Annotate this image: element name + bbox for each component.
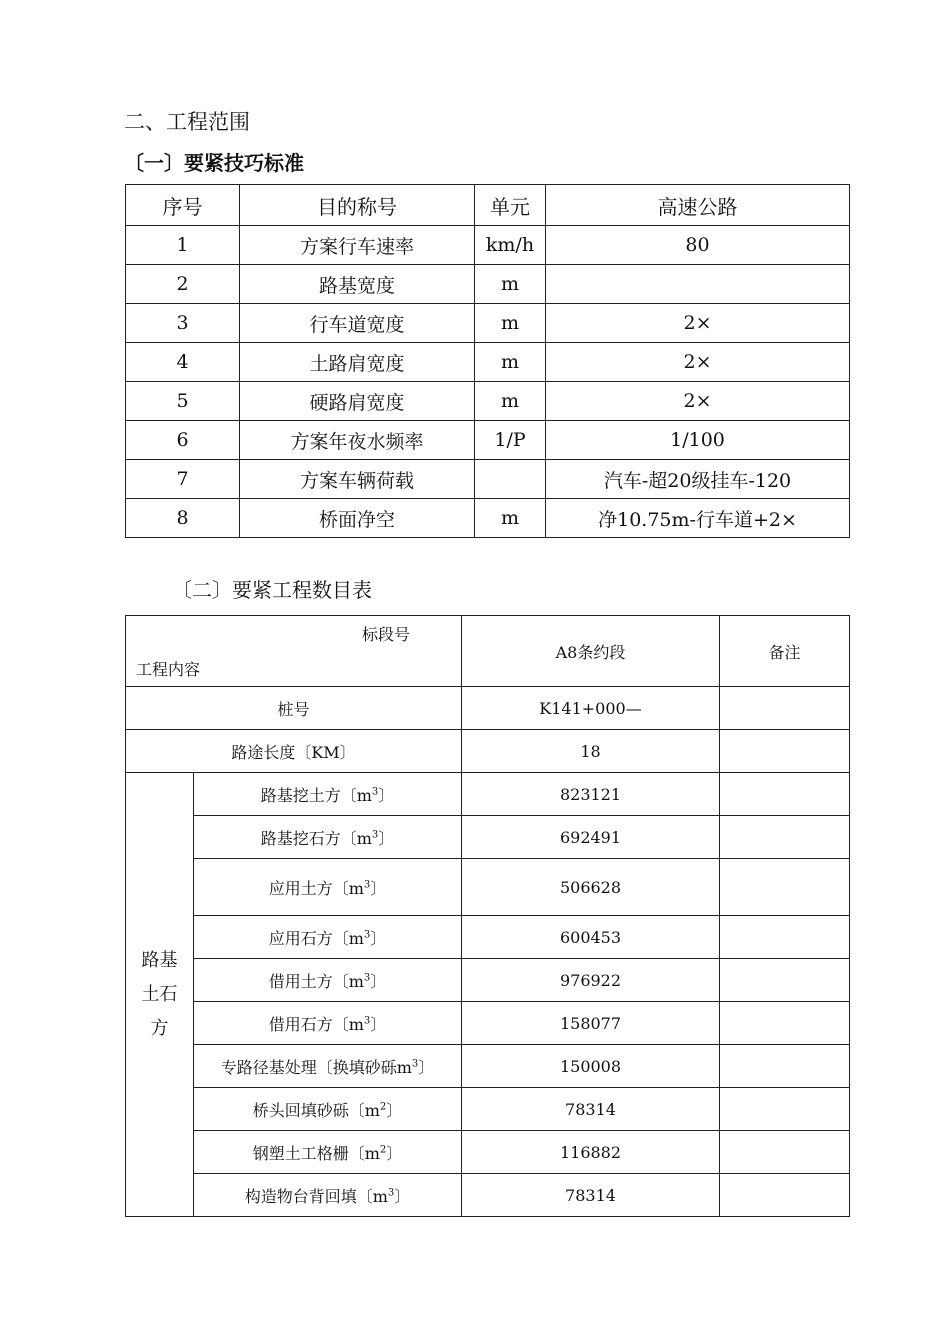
notes-cell (720, 1088, 850, 1131)
row-number: 4 (126, 343, 240, 382)
row-number: 7 (126, 460, 240, 499)
stake-label: 桩号 (126, 687, 462, 730)
highway-value: 2× (546, 304, 850, 343)
unit: m (475, 499, 546, 538)
item-name: 构造物台背回填〔$m^3$〕 (194, 1174, 462, 1217)
stake-value: K141+000— (462, 687, 720, 730)
item-value: 692491 (462, 816, 720, 859)
highway-value: 净10.75m-行车道+2× (546, 499, 850, 538)
notes-cell (720, 959, 850, 1002)
table-row (126, 460, 850, 499)
notes-cell (720, 687, 850, 730)
notes-cell (720, 1002, 850, 1045)
unit: m (475, 382, 546, 421)
highway-value: 汽车-超20级挂车-120 (546, 460, 850, 499)
highway-value (546, 265, 850, 304)
table-row (126, 1002, 850, 1045)
item-name: 桥面净空 (240, 499, 475, 538)
group-label-line: 路基 (141, 949, 178, 971)
quantities-table (125, 615, 850, 1217)
row-number: 1 (126, 226, 240, 265)
table-header-row (126, 185, 850, 226)
header-cell: 序号 (126, 185, 240, 226)
item-name: 方案行车速率 (240, 226, 475, 265)
notes-cell (720, 859, 850, 916)
item-name: 土路肩宽度 (240, 343, 475, 382)
item-value: 976922 (462, 959, 720, 1002)
item-name: 路基挖石方〔$m^3$〕 (194, 816, 462, 859)
tech-standards-table (125, 184, 850, 538)
route-length-label: 路途长度〔KM〕 (126, 730, 462, 773)
row-number: 8 (126, 499, 240, 538)
table-header-row (126, 616, 850, 687)
item-name: 借用土方〔$m^3$〕 (194, 959, 462, 1002)
table-row (126, 773, 850, 816)
notes-cell (720, 773, 850, 816)
table-row (126, 226, 850, 265)
notes-cell (720, 1174, 850, 1217)
item-value: 600453 (462, 916, 720, 959)
unit: m (475, 265, 546, 304)
item-value: 78314 (462, 1174, 720, 1217)
row-number: 3 (126, 304, 240, 343)
route-length-value: 18 (462, 730, 720, 773)
notes-header: 备注 (720, 616, 850, 687)
table-row (126, 499, 850, 538)
unit: 1/P (475, 421, 546, 460)
table-row (126, 859, 850, 916)
diagonal-header-cell (126, 616, 462, 687)
table-row (126, 1131, 850, 1174)
item-value: 116882 (462, 1131, 720, 1174)
item-name: 方案车辆荷载 (240, 460, 475, 499)
section-title: 二、工程范围 (124, 110, 250, 134)
header-cell: 高速公路 (546, 185, 850, 226)
table-row (126, 687, 850, 730)
unit (475, 460, 546, 499)
notes-cell (720, 916, 850, 959)
row-number: 6 (126, 421, 240, 460)
highway-value: 80 (546, 226, 850, 265)
item-name: 桥头回填砂砾〔$m^2$〕 (194, 1088, 462, 1131)
item-name: 路基宽度 (240, 265, 475, 304)
table-row (126, 1174, 850, 1217)
item-name: 专路径基处理〔换填砂砾$m^3$〕 (194, 1045, 462, 1088)
item-value: 506628 (462, 859, 720, 916)
item-value: 158077 (462, 1002, 720, 1045)
group-label-line: 方 (150, 1017, 169, 1039)
section-number-label: 标段号 (362, 625, 411, 644)
table-row (126, 730, 850, 773)
group-label-line: 土石 (141, 983, 178, 1005)
table-row (126, 1045, 850, 1088)
notes-cell (720, 1045, 850, 1088)
tech-standards-title: 〔一〕要紧技巧标准 (124, 151, 304, 175)
item-value: 150008 (462, 1045, 720, 1088)
row-number: 5 (126, 382, 240, 421)
highway-value: 2× (546, 382, 850, 421)
highway-value: 2× (546, 343, 850, 382)
item-value: 823121 (462, 773, 720, 816)
item-name: 钢塑土工格栅〔$m^2$〕 (194, 1131, 462, 1174)
item-value: 78314 (462, 1088, 720, 1131)
item-name: 硬路肩宽度 (240, 382, 475, 421)
highway-value: 1/100 (546, 421, 850, 460)
work-content-label: 工程内容 (136, 660, 201, 679)
item-name: 路基挖土方〔$m^3$〕 (194, 773, 462, 816)
subgrade-earthwork-group (126, 773, 194, 1217)
table-row (126, 959, 850, 1002)
unit: m (475, 343, 546, 382)
table-row (126, 816, 850, 859)
table-row (126, 343, 850, 382)
item-name: 方案年夜水频率 (240, 421, 475, 460)
item-name: 应用土方〔$m^3$〕 (194, 859, 462, 916)
table-row (126, 382, 850, 421)
quantities-title: 〔二〕要紧工程数目表 (172, 578, 372, 602)
table-row (126, 916, 850, 959)
table-row (126, 265, 850, 304)
contract-section-header: A8条约段 (462, 616, 720, 687)
table-row (126, 1088, 850, 1131)
notes-cell (720, 816, 850, 859)
unit: km/h (475, 226, 546, 265)
table-row (126, 304, 850, 343)
table-row (126, 421, 850, 460)
row-number: 2 (126, 265, 240, 304)
notes-cell (720, 730, 850, 773)
header-cell: 目的称号 (240, 185, 475, 226)
item-name: 借用石方〔$m^3$〕 (194, 1002, 462, 1045)
notes-cell (720, 1131, 850, 1174)
item-name: 应用石方〔$m^3$〕 (194, 916, 462, 959)
header-cell: 单元 (475, 185, 546, 226)
item-name: 行车道宽度 (240, 304, 475, 343)
unit: m (475, 304, 546, 343)
